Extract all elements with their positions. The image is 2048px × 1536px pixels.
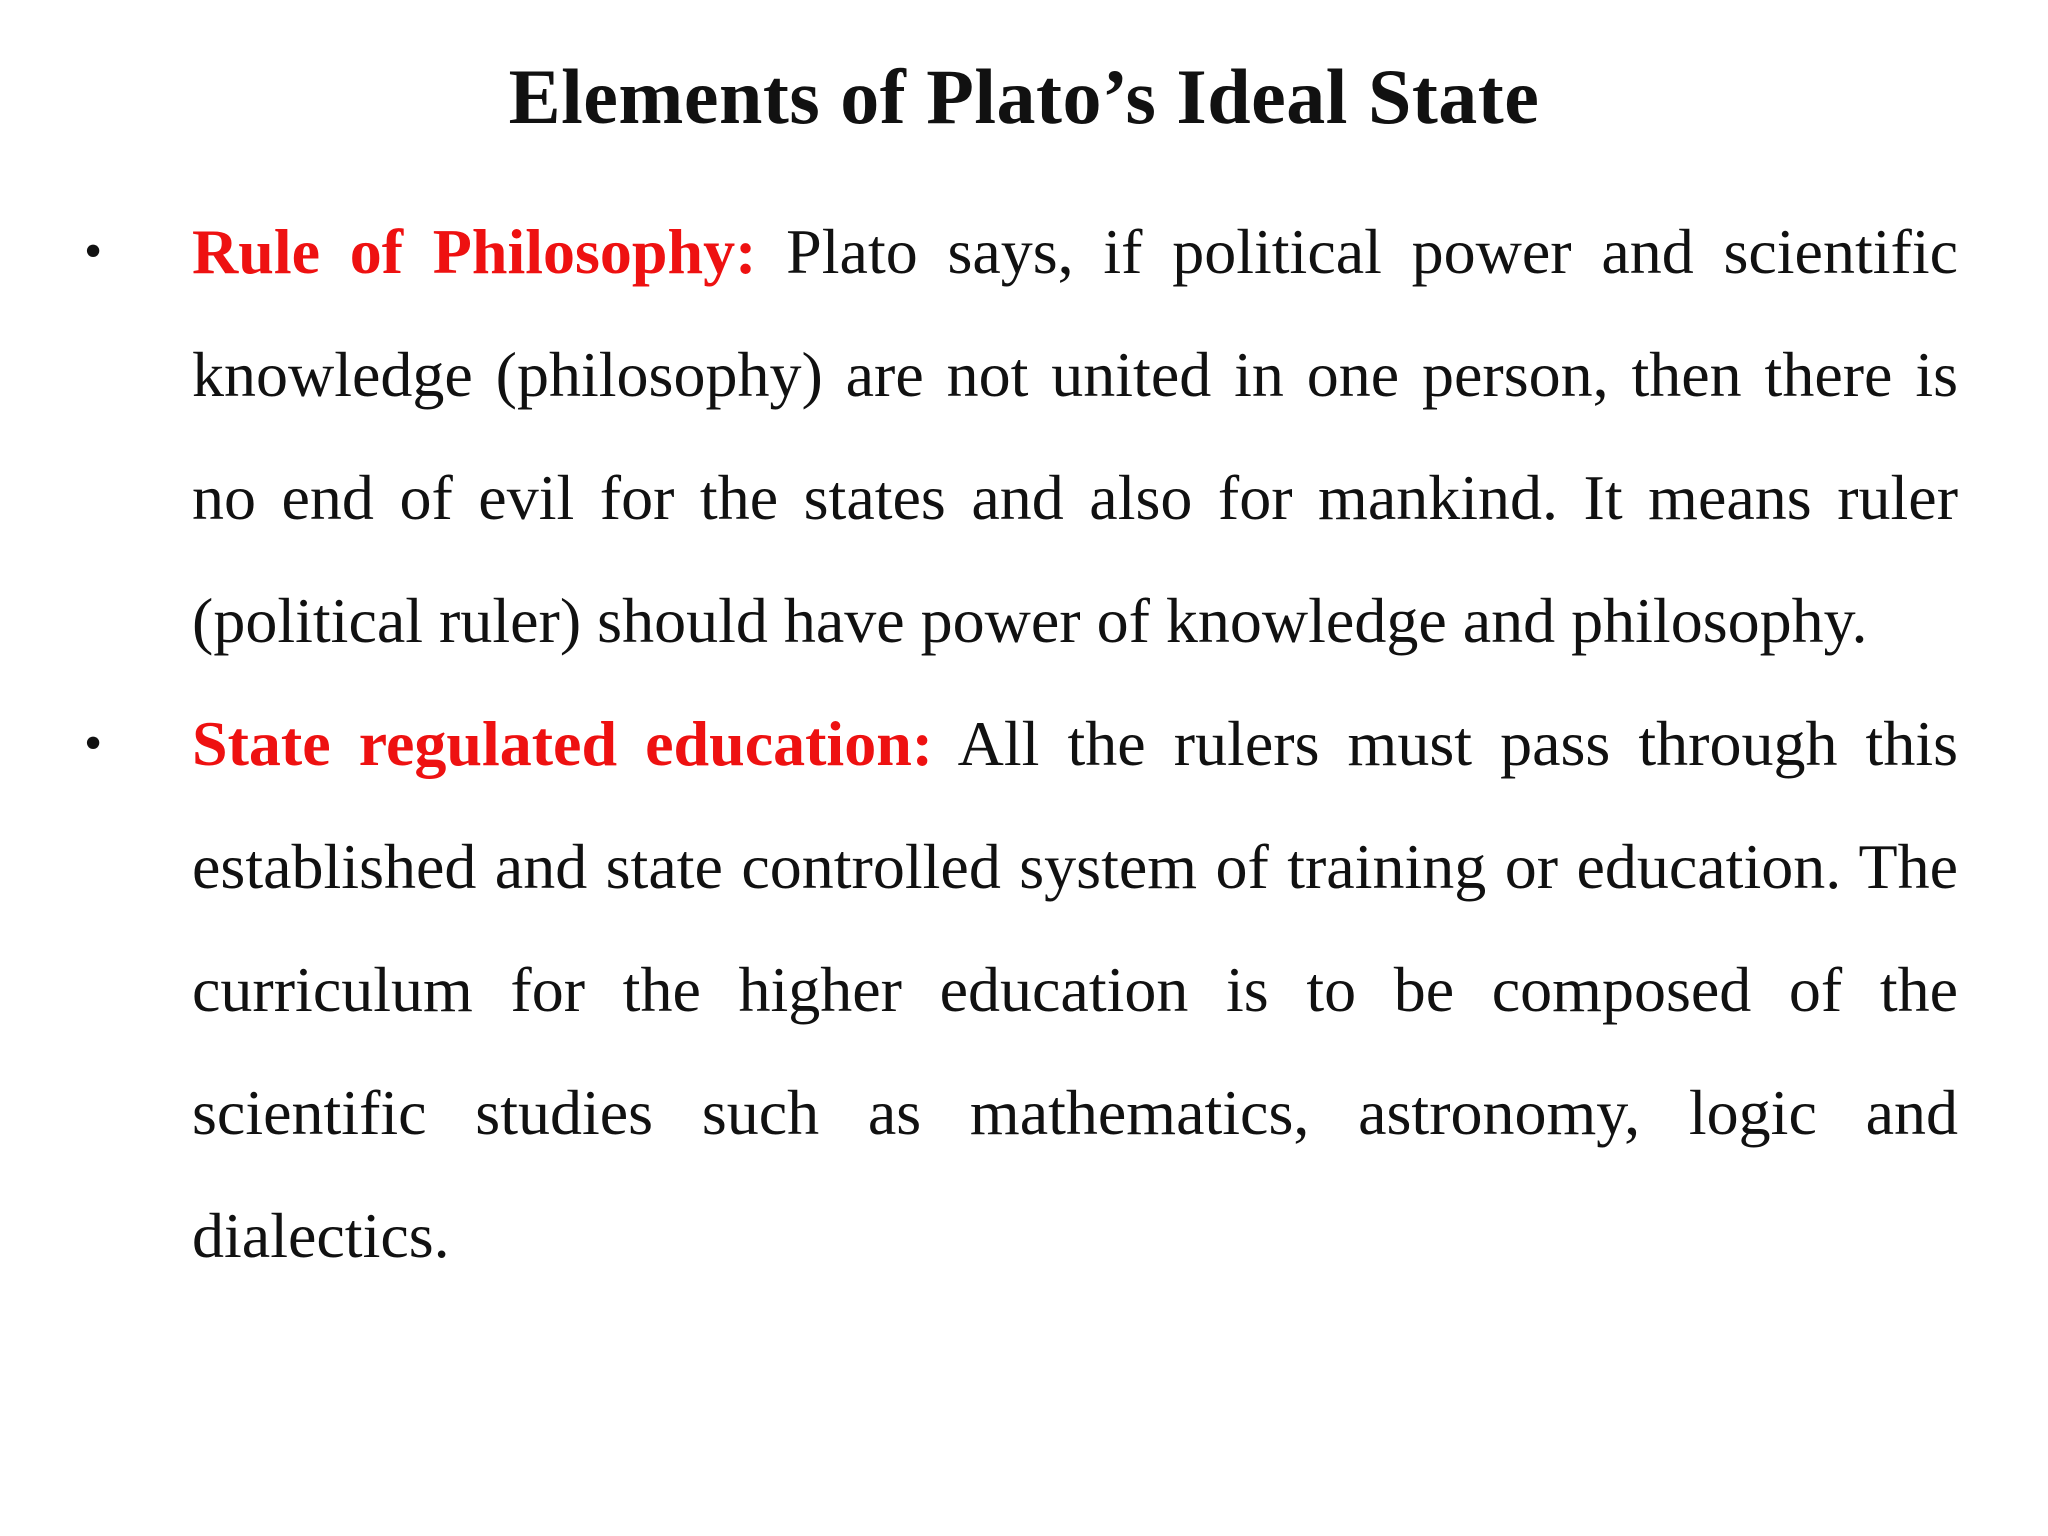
bullet-dot-icon: •: [84, 715, 103, 772]
bullet-dot-icon: •: [84, 223, 103, 280]
bullet-text: Plato says, if political power and scientific knowledge (philosophy) are not united in one person, then there is no end of evil for the states and also for mankind. It means ruler (political ruler) should have power of knowledge and philosophy.: [192, 216, 1959, 656]
bullet-point-rule-of-philosophy: [84, 190, 1959, 682]
bullet-point-state-regulated-education: [84, 682, 1959, 1297]
bullet-term: Rule of Philosophy:: [192, 216, 757, 287]
bullet-list: [0, 190, 2048, 1297]
bullet-text: All the rulers must pass through this established and state controlled system of training or education. The curriculum for the higher education is to be composed of the scientific studies such as mathematics, astronomy, logic and dialectics.: [192, 708, 1959, 1271]
slide-title: Elements of Plato’s Ideal State: [508, 53, 1540, 140]
bullet-term: State regulated education:: [192, 708, 934, 779]
